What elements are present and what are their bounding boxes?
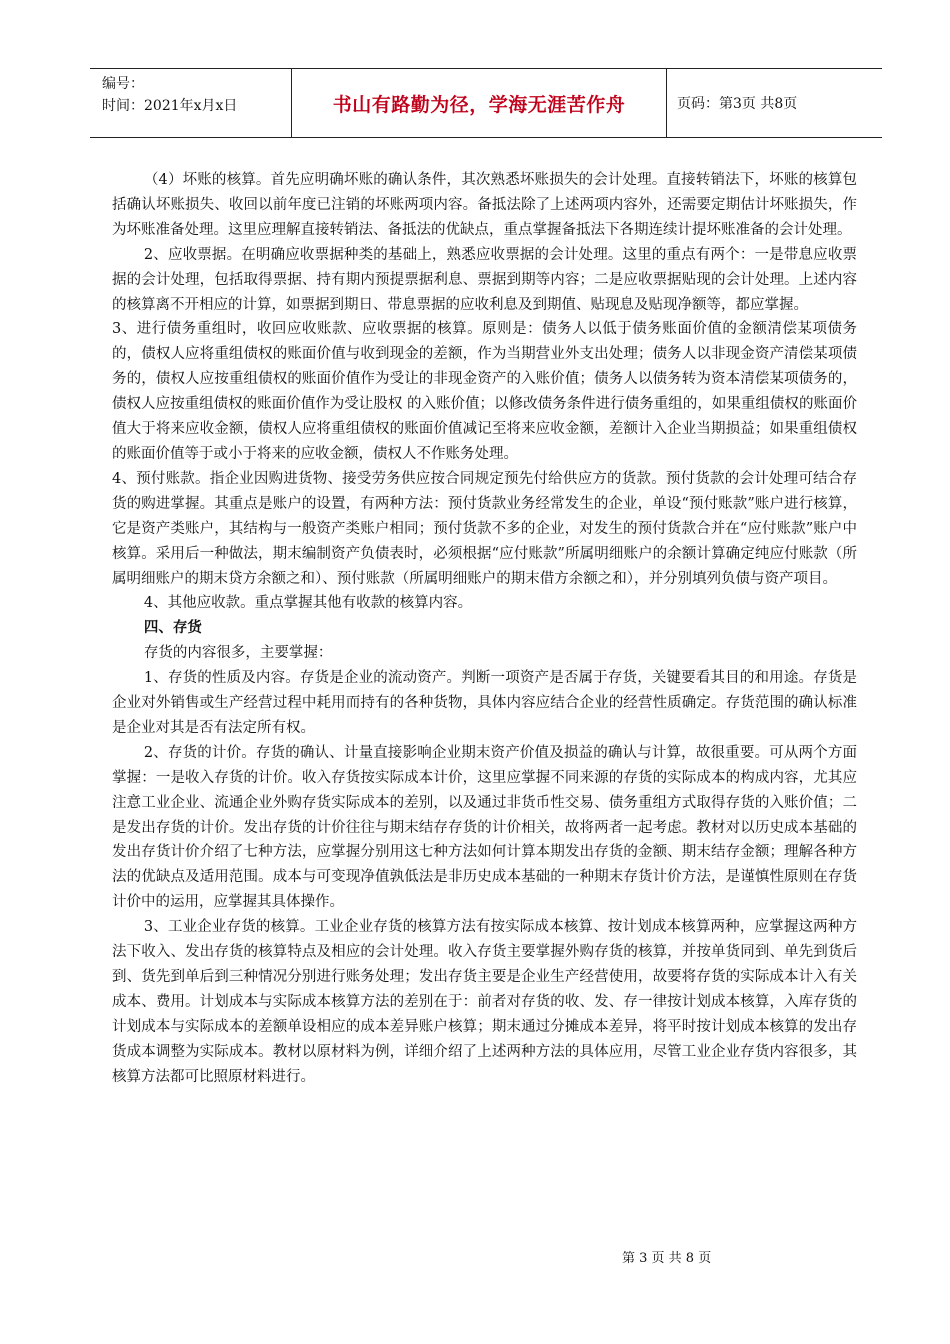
paragraph: 1、存货的性质及内容。存货是企业的流动资产。判断一项资产是否属于存货，关键要看其目的和用途。存货是企业对外销售或生产经营过程中耗用而持有的各种货物，具体内容应结合企业的经营性质确定。存货范围的确认标准是企业对其是否有法定所有权。: [112, 670, 857, 736]
header-time-label: 时间：2021年x月x日: [102, 98, 238, 114]
paragraph: 2、应收票据。在明确应收票据种类的基础上，熟悉应收票据的会计处理。这里的重点有两个：一是带息应收票据的会计处理，包括取得票据、持有期内预提票据利息、票据到期等内容；二是应收票据贴现的会计处理。上述内容的核算离不开相应的计算，如票据到期日、带息票据的应收利息及到期值、贴现息及贴现净额等，都应掌握。: [112, 246, 857, 313]
header-meta: [90, 69, 292, 137]
header-number-label: 编号：: [102, 76, 144, 92]
document-body: [112, 168, 857, 1090]
header-page-label: 页码：第3页 共8页: [677, 96, 798, 112]
paragraph: 4、其他应收款。重点掌握其他有收款的核算内容。: [143, 595, 473, 612]
page-footer: 第 3 页 共 8 页: [622, 1251, 712, 1266]
paragraph: 4、预付账款。指企业因购进货物、接受劳务供应按合同规定预先付给供应方的货款。预付货款的会计处理可结合存货的购进掌握。其重点是账户的设置，有两种方法：预付货款业务经常发生的企业，单设“预付账款”账户进行核算，它是资产类账户，其结构与一般资产类账户相同；预付货款不多的企业，对发生的预付货款合并在“应付账款”账户中核算。采用后一种做法，期末编制资产负债表时，必须根据“应付账款”所属明细账户的余额计算确定纯应付账款（所属明细账户的期末贷方余额之和）、预付账款（所属明细账户的期末借方余额之和），并分别填列负债与资产项目。: [112, 470, 857, 587]
header-motto: 书山有路勤为径，学海无涯苦作舟: [292, 69, 667, 137]
paragraph: （4）坏账的核算。首先应明确坏账的确认条件，其次熟悉坏账损失的会计处理。直接转销法下，坏账的核算包括确认坏账损失、收回以前年度已注销的坏账两项内容。备抵法除了上述两项内容外，还需要定期估计坏账损失，作为坏账准备处理。这里应理解直接转销法、备抵法的优缺点，重点掌握备抵法下各期连续计提坏账准备的会计处理。: [112, 172, 857, 238]
section-heading: 四、存货: [143, 619, 202, 637]
paragraph: 存货的内容很多，主要掌握：: [143, 645, 333, 662]
page-header: [90, 68, 882, 138]
paragraph: 3、进行债务重组时，收回应收账款、应收票据的核算。原则是：债务人以低于债务账面价值的金额清偿某项债务的，债权人应将重组债权的账面价值与收到现金的差额，作为当期营业外支出处理；债务人以非现金资产清偿某项债务的，债权人应按重组债权的账面价值作为受让的非现金资产的入账价值；债务人以债务转为资本清偿某项债务的，债权人应按重组债权的账面价值作为受让股权 的入账价值；以修改债务条件进行债务重组的，如果重组债权的账面价值大于将来应收金额，债权人应将重组债权的账面价值减记至将来应收金额，差额计入企业当期损益；如果重组债权的账面价值等于或小于将来的应收金额，债权人不作账务处理。: [112, 321, 857, 462]
paragraph: 3、工业企业存货的核算。工业企业存货的核算方法有按实际成本核算、按计划成本核算两种，应掌握这两种方法下收入、发出存货的核算特点及相应的会计处理。收入存货主要掌握外购存货的核算，并按单货同到、单先到货后到、货先到单后到三种情况分别进行账务处理；发出存货主要是企业生产经营使用，故要将存货的实际成本计入有关成本、费用。计划成本与实际成本核算方法的差别在于：前者对存货的收、发、存一律按计划成本核算，入库存货的计划成本与实际成本的差额单设相应的成本差异账户核算；期末通过分摊成本差异，将平时按计划成本核算的发出存货成本调整为实际成本。教材以原材料为例，详细介绍了上述两种方法的具体应用，尽管工业企业存货内容很多，其核算方法都可比照原材料进行。: [112, 919, 857, 1085]
paragraph: 2、存货的计价。存货的确认、计量直接影响企业期末资产价值及损益的确认与计算，故很重要。可从两个方面掌握：一是收入存货的计价。收入存货按实际成本计价，这里应掌握不同来源的存货的实际成本的构成内容，尤其应注意工业企业、流通企业外购存货实际成本的差别，以及通过非货币性交易、债务重组方式取得存货的入账价值；二是发出存货的计价。发出存货的计价往往与期末结存存货的计价相关，故将两者一起考虑。教材对以历史成本基础的发出存货计价介绍了七种方法，应掌握分别用这七种方法如何计算本期发出存货的金额、期末结存金额；理解各种方法的优缺点及适用范围。成本与可变现净值孰低法是非历史成本基础的一种期末存货计价方法，是谨慎性原则在存货计价中的运用，应掌握其具体操作。: [112, 744, 857, 911]
